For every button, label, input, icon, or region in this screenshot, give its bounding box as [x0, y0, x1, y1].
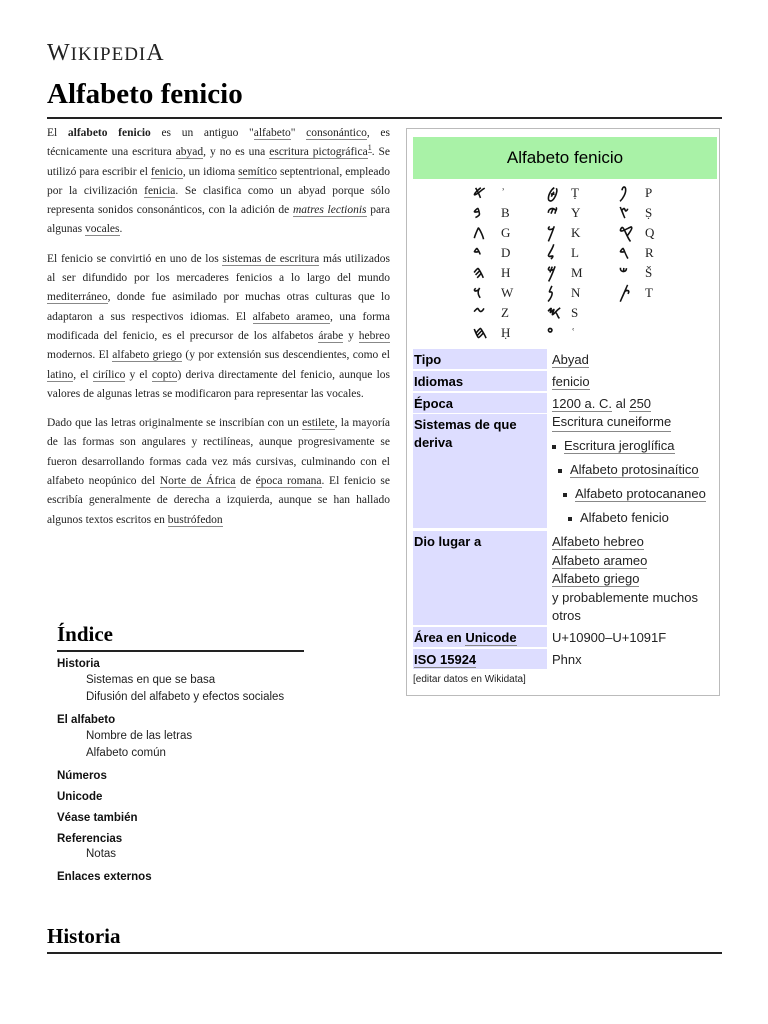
link-norte-de-africa[interactable]: Norte de África — [159, 475, 236, 488]
link-escritura-cuneiforme[interactable]: Escritura cuneiforme — [552, 413, 671, 432]
unicode-range: U+10900–U+1091F — [552, 630, 667, 645]
letter-name: Ḥ — [501, 325, 511, 340]
phoenician-letter-glyph: 𐤒 — [619, 223, 634, 243]
toc-item-vease-tambien[interactable]: Véase también — [57, 812, 138, 824]
infobox-row-epoca — [413, 393, 717, 413]
current-script: Alfabeto fenicio — [580, 510, 669, 525]
text: ) deriva directamente del fenicio, aunque los valores de algunas letras se modificaron para representar las vocales. — [47, 368, 390, 400]
toc-item-unicode[interactable]: Unicode — [57, 791, 103, 803]
text: , un idioma — [182, 165, 239, 178]
link-latino[interactable]: latino — [47, 368, 74, 381]
toc-item-notas[interactable]: Notas — [86, 848, 117, 860]
letter-name: Q — [645, 225, 655, 240]
letter-name: Ṭ — [571, 185, 579, 200]
letter-name: S — [571, 305, 579, 320]
text: es un antiguo " — [150, 127, 254, 139]
phoenician-letter-glyph: 𐤁 — [473, 203, 481, 223]
footnote-ref[interactable]: 1 — [367, 143, 372, 153]
link-escritura-pictografica[interactable]: escritura pictográfica — [269, 146, 368, 159]
toc-item-referencias[interactable]: Referencias — [57, 833, 123, 845]
toc-item-alfabeto-comun[interactable]: Alfabeto común — [86, 747, 166, 759]
text: " — [290, 127, 307, 139]
link-sistemas-de-escritura[interactable]: sistemas de escritura — [222, 252, 320, 265]
row-label: Dio lugar a — [413, 531, 547, 625]
phoenician-letter-glyph: 𐤇 — [473, 323, 488, 343]
letter-name: R — [645, 245, 654, 260]
text: septentrional, empleado por la civilización — [47, 165, 390, 197]
infobox-row-iso — [413, 649, 717, 669]
phoenician-letter-glyph: 𐤊 — [547, 223, 556, 243]
text: . Se utilizó para escribir el — [47, 146, 391, 178]
link-semitico[interactable]: semítico — [238, 165, 278, 178]
text: , es técnicamente una escritura — [47, 127, 390, 159]
infobox-row-idiomas — [413, 371, 717, 391]
toc-item-numeros[interactable]: Números — [57, 770, 107, 782]
phoenician-letter-glyph: 𐤐 — [619, 183, 628, 203]
link-alfabeto-griego[interactable]: Alfabeto griego — [552, 571, 640, 586]
bullet-icon — [558, 469, 562, 473]
wikipedia-logo[interactable] — [47, 40, 165, 67]
link-alfabeto-hebreo[interactable]: Alfabeto hebreo — [552, 534, 644, 549]
link-alfabeto-griego[interactable]: alfabeto griego — [112, 349, 183, 362]
text: y el — [125, 368, 152, 381]
phoenician-letter-glyph: 𐤆 — [473, 303, 486, 323]
link-matres-lectionis[interactable]: matres lectionis — [292, 204, 367, 217]
letter-name: W — [501, 285, 514, 300]
toc-item-el-alfabeto[interactable]: El alfabeto — [57, 714, 116, 726]
letter-name: D — [501, 245, 511, 260]
bullet-icon — [552, 445, 556, 449]
phoenician-letter-glyph: 𐤏 — [547, 323, 554, 343]
letter-table — [413, 183, 717, 349]
letter-name: ʿ — [571, 325, 576, 340]
phoenician-letter-glyph: 𐤂 — [473, 223, 485, 243]
text: Dado que las letras originalmente se inscribían con un — [47, 417, 303, 430]
letter-name: H — [501, 265, 511, 280]
link-vocales[interactable]: vocales — [85, 223, 120, 236]
link-copto[interactable]: copto — [151, 368, 178, 381]
text: (y por extensión sus descendientes, como el — [182, 349, 390, 362]
row-label — [413, 649, 547, 669]
toc-divider — [57, 650, 304, 652]
text: más utilizados al ser difundido por los mercaderes fenicios a lo largo del mundo — [47, 252, 390, 285]
bold-term: alfabeto fenicio — [67, 127, 151, 139]
title-divider — [47, 117, 722, 119]
infobox-row-unicode — [413, 627, 717, 647]
phoenician-letter-glyph: 𐤅 — [473, 283, 482, 303]
letter-name: B — [501, 205, 510, 220]
link-hebreo[interactable]: hebreo — [358, 329, 391, 342]
article-body — [47, 124, 390, 540]
iso-code: Phnx — [552, 652, 582, 667]
tree-item — [563, 485, 706, 503]
toc-item-historia[interactable]: Historia — [57, 658, 100, 670]
infobox-row-tipo — [413, 349, 717, 369]
link-250[interactable]: 250 — [629, 396, 652, 411]
text: , donde fue asimilado por muchas otras culturas que lo adaptaron a sus respectivos idiomas. El — [47, 291, 390, 323]
infobox-row-deriva — [413, 414, 717, 528]
text: . El fenicio se escribía generalmente de derecha a izquierda, aunque se han hallado algunos textos escritos en — [47, 475, 391, 526]
row-label: Época — [413, 393, 547, 413]
link-epoca-romana[interactable]: época romana — [255, 475, 322, 488]
link-alfabeto-arameo[interactable]: alfabeto arameo — [252, 310, 330, 323]
infobox-title: Alfabeto fenicio — [413, 137, 717, 179]
text: . Se clasifica como un abyad porque sólo representa sonidos consonánticos, con la adición de — [47, 184, 390, 217]
phoenician-letter-glyph: 𐤄 — [473, 263, 485, 283]
link-alfabeto-arameo[interactable]: Alfabeto arameo — [552, 552, 648, 568]
link-bustrofedon[interactable]: bustrófedon — [167, 513, 223, 526]
text: para algunas — [47, 204, 390, 236]
text: , la mayoría de las formas son angulares y rectilíneas, aunque progresivamente se fueron desarrollando formas cada vez más cursivas, culminando con el alfabeto neopúnico del — [47, 417, 391, 488]
tree-item — [568, 509, 669, 527]
row-label: Tipo — [413, 349, 547, 369]
phoenician-letter-glyph: 𐤕 — [619, 283, 631, 303]
letter-name: L — [571, 245, 579, 260]
text: al — [612, 396, 630, 411]
letter-name: T — [645, 285, 653, 300]
infobox — [406, 128, 720, 696]
letter-name: K — [571, 225, 581, 240]
phoenician-letter-glyph: 𐤎 — [547, 303, 562, 323]
text: , una forma modificada del fenicio, es el precursor de los alfabetos — [47, 310, 390, 342]
page-title: Alfabeto fenicio — [47, 78, 243, 110]
row-label: Sistemas de que deriva — [413, 414, 547, 528]
text: y — [343, 329, 359, 342]
letter-name: G — [501, 225, 511, 240]
section-divider — [47, 952, 722, 954]
link-alfabeto[interactable]: alfabeto — [253, 127, 291, 139]
text: , y no es una — [203, 146, 270, 159]
paragraph-3 — [47, 414, 390, 530]
row-label — [413, 627, 547, 647]
toc-item-enlaces-externos[interactable]: Enlaces externos — [57, 871, 152, 883]
link-escritura-jeroglifica[interactable]: Escritura jeroglífica — [564, 438, 675, 453]
link-arabe[interactable]: árabe — [318, 329, 344, 342]
text: Área en — [414, 630, 466, 645]
link-unicode[interactable]: Unicode — [465, 630, 517, 645]
phoenician-letter-glyph: 𐤍 — [547, 283, 554, 303]
paragraph-2 — [47, 250, 390, 404]
more-descendants: y probablemente muchos otros — [552, 589, 698, 623]
letter-name: Ṣ — [645, 205, 653, 220]
edit-wikidata-link[interactable]: [editar datos en Wikidata] — [413, 674, 526, 685]
logo-text: W — [47, 40, 71, 66]
phoenician-letter-glyph: 𐤉 — [547, 203, 558, 223]
text: de — [235, 475, 256, 488]
phoenician-letter-glyph: 𐤑 — [619, 203, 630, 223]
text: El fenicio se convirtió en uno de los — [47, 252, 223, 265]
link-fenicia[interactable]: fenicia — [144, 184, 176, 197]
letter-name: Š — [645, 265, 653, 280]
row-label: Idiomas — [413, 371, 547, 391]
paragraph-1 — [47, 124, 390, 240]
letter-name: Y — [571, 205, 581, 220]
phoenician-letter-glyph: 𐤀 — [473, 183, 486, 203]
link-abyad[interactable]: abyad — [175, 146, 204, 159]
link-iso-15924[interactable]: ISO 15924 — [414, 652, 477, 667]
toc-item-nombre-letras[interactable]: Nombre de las letras — [86, 730, 193, 742]
infobox-row-dio-lugar — [413, 531, 717, 625]
toc-item-sistemas[interactable]: Sistemas en que se basa — [86, 674, 216, 686]
phoenician-letter-glyph: 𐤓 — [619, 243, 630, 263]
link-1200-ac[interactable]: 1200 a. C. — [552, 396, 612, 411]
link-alfabeto-protocananeo[interactable]: Alfabeto protocananeo — [575, 486, 706, 501]
text: , el — [73, 368, 93, 381]
tree-item — [558, 461, 699, 479]
link-abyad[interactable]: Abyad — [552, 352, 589, 367]
text: modernos. El — [47, 349, 113, 362]
letter-name: N — [571, 285, 581, 300]
link-alfabeto-protosinaitico[interactable]: Alfabeto protosinaítico — [570, 462, 699, 477]
text: El — [47, 127, 68, 139]
letter-name: ʾ — [501, 185, 506, 200]
toc-title: Índice — [57, 622, 114, 646]
letter-name: M — [571, 265, 583, 280]
link-mediterraneo[interactable]: mediterráneo — [47, 291, 108, 304]
phoenician-letter-glyph: 𐤋 — [547, 243, 556, 263]
logo-text: IKIPEDI — [70, 44, 147, 65]
bullet-icon — [563, 493, 567, 497]
link-estilete[interactable]: estilete — [302, 417, 335, 430]
logo-text: A — [146, 40, 165, 66]
link-cirilico[interactable]: cirílico — [92, 368, 126, 381]
link-fenicio[interactable]: fenicio — [150, 165, 183, 178]
phoenician-letter-glyph: 𐤌 — [547, 263, 557, 283]
phoenician-letter-glyph: 𐤔 — [619, 263, 628, 283]
link-fenicio[interactable]: fenicio — [552, 374, 590, 389]
link-consonantico[interactable]: consonántico — [306, 127, 367, 139]
section-heading-historia: Historia — [47, 924, 121, 948]
phoenician-letter-glyph: 𐤃 — [473, 243, 482, 263]
tree-item — [552, 437, 675, 455]
toc-item-difusion[interactable]: Difusión del alfabeto y efectos sociales — [86, 691, 285, 703]
bullet-icon — [568, 517, 572, 521]
letter-name: Z — [501, 305, 509, 320]
phoenician-letter-glyph: 𐤈 — [547, 183, 559, 203]
text: . — [119, 223, 123, 236]
letter-name: P — [645, 185, 653, 200]
